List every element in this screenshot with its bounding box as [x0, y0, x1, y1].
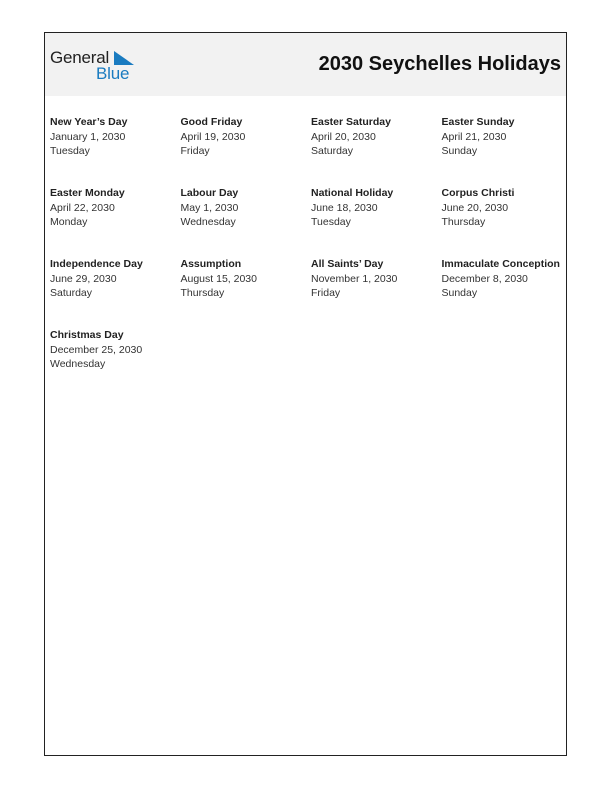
- logo-triangle-icon: [114, 51, 134, 65]
- holiday-date: May 1, 2030: [180, 201, 239, 214]
- holiday-date: December 25, 2030: [50, 343, 143, 356]
- holiday-weekday: Saturday: [311, 145, 354, 157]
- holiday-item: [311, 257, 439, 301]
- holiday-name: New Year’s Day: [50, 116, 128, 128]
- holiday-weekday: Tuesday: [311, 216, 351, 228]
- holiday-date: April 22, 2030: [50, 201, 115, 214]
- logo-blue-text: Blue: [96, 64, 130, 83]
- holiday-name: Assumption: [180, 258, 242, 270]
- holiday-name: Corpus Christi: [441, 187, 515, 199]
- holiday-item: [50, 186, 178, 230]
- holiday-date: June 18, 2030: [311, 201, 378, 214]
- holiday-name: Labour Day: [180, 187, 239, 199]
- holiday-weekday: Sunday: [441, 145, 478, 157]
- holiday-weekday: Thursday: [441, 216, 486, 228]
- holiday-date: December 8, 2030: [441, 272, 528, 285]
- holiday-date: August 15, 2030: [180, 272, 257, 285]
- holiday-name: Easter Saturday: [311, 116, 391, 128]
- holiday-item: [50, 115, 178, 159]
- holiday-date: June 29, 2030: [50, 272, 117, 285]
- holiday-item: [442, 115, 570, 159]
- holiday-date: April 19, 2030: [180, 130, 246, 143]
- holiday-item: [442, 186, 570, 230]
- holiday-date: April 20, 2030: [311, 130, 376, 143]
- holiday-item: [311, 186, 439, 230]
- holiday-name: Easter Sunday: [441, 116, 515, 128]
- holiday-weekday: Thursday: [180, 287, 225, 299]
- logo: [50, 48, 140, 82]
- holiday-weekday: Tuesday: [50, 145, 90, 157]
- holiday-name: Easter Monday: [50, 187, 125, 199]
- page: [44, 32, 567, 756]
- holiday-item: [181, 186, 309, 230]
- holiday-item: [311, 115, 439, 159]
- holiday-item: [181, 115, 309, 159]
- holiday-name: Good Friday: [180, 116, 243, 128]
- holiday-name: All Saints’ Day: [311, 258, 384, 270]
- holiday-date: November 1, 2030: [311, 272, 398, 285]
- holiday-weekday: Monday: [50, 216, 88, 228]
- header-band: [45, 33, 566, 96]
- holiday-weekday: Saturday: [50, 287, 93, 299]
- page-title: 2030 Seychelles Holidays: [318, 53, 561, 75]
- holiday-weekday: Sunday: [441, 287, 478, 299]
- holiday-item: [50, 257, 178, 301]
- holiday-name: National Holiday: [311, 187, 394, 199]
- holiday-name: Independence Day: [50, 258, 143, 270]
- holiday-item: [442, 257, 570, 301]
- holiday-weekday: Friday: [180, 145, 210, 157]
- holiday-name: Immaculate Conception: [441, 258, 560, 270]
- holiday-date: June 20, 2030: [441, 201, 509, 214]
- holiday-date: January 1, 2030: [50, 130, 126, 143]
- holiday-date: April 21, 2030: [441, 130, 507, 143]
- holiday-item: [50, 328, 178, 372]
- holiday-weekday: Friday: [311, 287, 341, 299]
- holiday-weekday: Wednesday: [50, 358, 106, 370]
- holiday-weekday: Wednesday: [180, 216, 236, 228]
- holiday-name: Christmas Day: [50, 329, 124, 341]
- logo-general-text: General: [50, 48, 110, 67]
- holiday-item: [181, 257, 309, 301]
